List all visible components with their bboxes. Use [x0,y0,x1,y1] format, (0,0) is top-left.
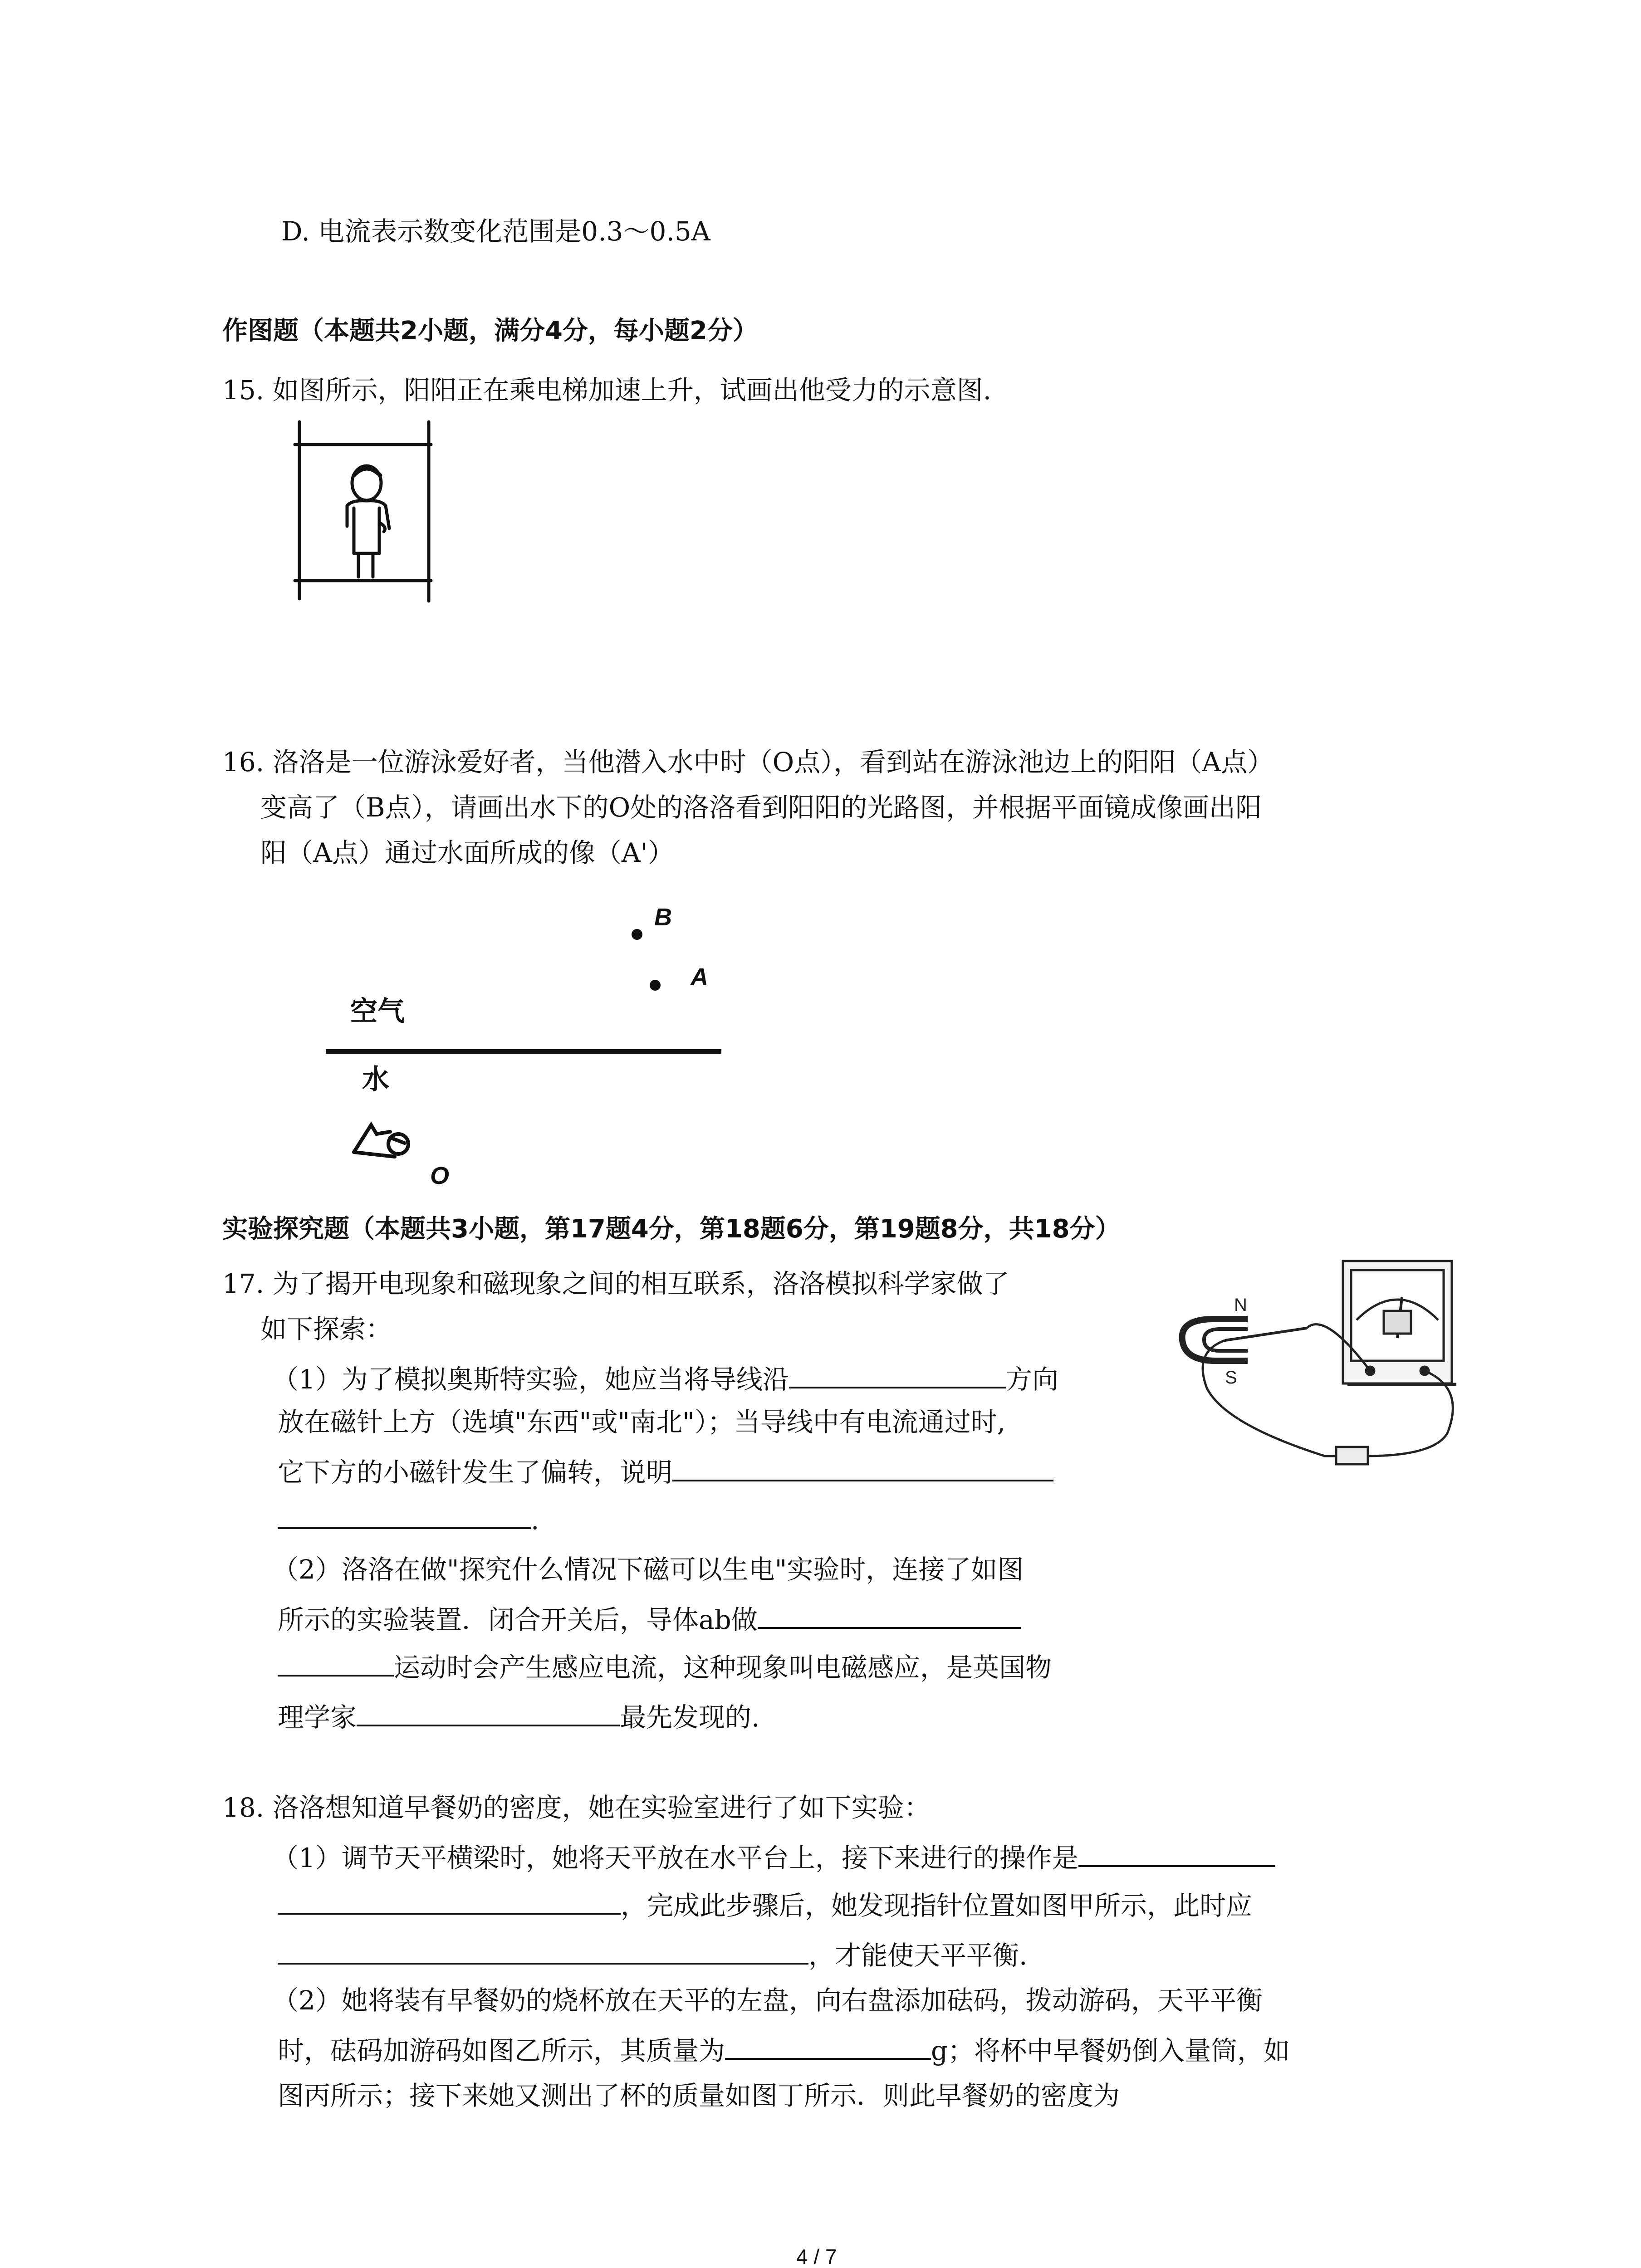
q17-p1-text-a: （1）为了模拟奥斯特实验，她应当将导线沿 [272,1364,789,1395]
horseshoe-magnet-icon [1182,1319,1248,1361]
question-15: 15. 如图所示，阳阳正在乘电梯加速上升，试画出他受力的示意图. [222,375,992,406]
water-label: 水 [362,1064,389,1095]
question-18-part-1-line-1 [272,1837,1275,1876]
point-b-dot [632,929,642,940]
elevator-figure [290,417,445,608]
q14-option-d: D. 电流表示数变化范围是0.3～0.5A [281,216,710,247]
answer-blank-wire-direction[interactable] [789,1359,1006,1388]
question-17-line-2: 如下探索： [260,1314,392,1344]
electromagnetic-induction-apparatus [1175,1252,1470,1479]
air-label: 空气 [350,996,405,1026]
q17-p1-text-d: 它下方的小磁针发生了偏转，说明 [278,1457,673,1488]
q17-p2-text-c: 运动时会产生感应电流，这种现象叫电磁感应，是英国物 [394,1652,1052,1683]
q18-p1-text-b: ，完成此步骤后，她发现指针位置如图甲所示，此时应 [621,1890,1253,1921]
point-b-label: B [654,904,672,931]
question-16-line-1: 16. 洛洛是一位游泳爱好者，当他潜入水中时（O点），看到站在游泳池边上的阳阳（A点） [222,747,1274,777]
question-17-part-1-line-1 [272,1359,1058,1398]
swimmer-icon [354,1125,408,1157]
point-a-dot [650,980,661,991]
question-17-part-2-line-4 [278,1696,759,1735]
question-17-part-2-line-2 [278,1599,1021,1638]
answer-blank-motion-type-continued[interactable] [278,1647,394,1677]
answer-blank-mass[interactable] [725,2030,931,2060]
question-18-part-2-line-2 [278,2030,1290,2069]
q18-p1-text-a: （1）调节天平横梁时，她将天平放在水平台上，接下来进行的操作是 [272,1843,1078,1873]
question-17-part-2-line-3 [278,1647,1052,1686]
question-18-part-1-line-3 [278,1935,1027,1974]
q18-p2-text-b: 时，砝码加游码如图乙所示，其质量为 [278,2035,725,2066]
magnet-south-label: S [1225,1368,1237,1388]
question-18-line-1: 18. 洛洛想知道早餐奶的密度，她在实验室进行了如下实验： [222,1792,931,1823]
question-17-part-1-line-4 [278,1499,539,1538]
q17-p1-text-e: . [531,1505,539,1535]
q18-p1-text-c: ，才能使天平平衡. [808,1940,1028,1971]
section-heading-drawing: 作图题（本题共2小题，满分4分，每小题2分） [222,316,758,346]
magnet-north-label: N [1234,1295,1247,1315]
q17-p2-text-e: 最先发现的. [620,1702,760,1733]
q17-p2-text-b: 所示的实验装置．闭合开关后，导体ab做 [278,1604,758,1635]
question-17-line-1: 17. 为了揭开电现象和磁现象之间的相互联系，洛洛模拟科学家做了 [222,1268,1009,1299]
question-18-part-2-line-3: 图丙所示；接下来她又测出了杯的质量如图丁所示．则此早餐奶的密度为 [278,2080,1120,2111]
q17-p2-text-d: 理学家 [278,1702,357,1733]
point-o-label: O [430,1162,450,1189]
answer-blank-adjustment[interactable] [278,1935,808,1965]
point-a-label: A [691,963,708,991]
section-heading-experiment: 实验探究题（本题共3小题，第17题4分，第18题6分，第19题8分，共18分） [222,1214,1121,1244]
answer-blank-balance-operation[interactable] [1078,1837,1275,1867]
q18-p2-text-c: g；将杯中早餐奶倒入量筒，如 [931,2035,1290,2066]
switch-icon [1336,1447,1368,1464]
page-number: 4 / 7 [796,2245,837,2268]
question-17-part-2-line-1: （2）洛洛在做"探究什么情况下磁可以生电"实验时，连接了如图 [272,1554,1024,1585]
refraction-figure [299,889,744,1207]
question-18-part-2-line-1: （2）她将装有早餐奶的烧杯放在天平的左盘，向右盘添加砝码，拨动游码，天平平衡 [272,1985,1263,2016]
question-18-part-1-line-2 [278,1885,1252,1924]
question-16-line-2: 变高了（B点），请画出水下的O处的洛洛看到阳阳的光路图，并根据平面镜成像画出阳 [260,792,1262,823]
answer-blank-motion-type[interactable] [758,1599,1021,1629]
question-17-part-1-line-3 [278,1452,1053,1491]
answer-blank-scientist[interactable] [357,1696,620,1726]
question-16-line-3: 阳（A点）通过水面所成的像（A'） [260,837,674,868]
question-17-part-1-line-2: 放在磁针上方（选填"东西"或"南北"）；当导线中有电流通过时, [278,1407,1006,1437]
q17-p1-text-b: 方向 [1005,1364,1058,1395]
answer-blank-conclusion-continued[interactable] [278,1499,531,1529]
answer-blank-balance-operation-continued[interactable] [278,1885,621,1915]
answer-blank-conclusion[interactable] [672,1452,1053,1481]
